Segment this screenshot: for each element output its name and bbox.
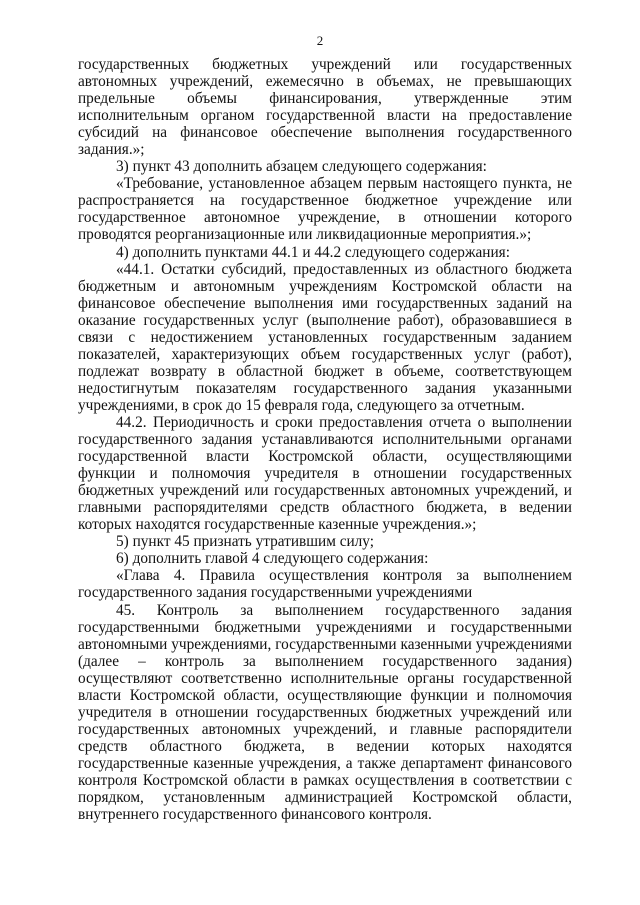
paragraph: «44.1. Остатки субсидий, предоставленных из областного бюджета бюджетным и автономным учреждениям Костромской области на финансовое обеспечение выполнения ими государственных заданий на оказание государственных услуг (выполнение работ), образовавшиеся в связи с недостижением установленных государственным заданием показателей, характеризующих объем государственных услуг (работ), подлежат возврату в областной бюджет в объеме, соответствующем недостигнутым показателям государственного задания указанными учреждениями, в срок до 15 февраля года, следующего за отчетным. <box>78 260 572 414</box>
paragraph: 3) пункт 43 дополнить абзацем следующего содержания: <box>116 158 487 176</box>
paragraph: государственных бюджетных учреждений или государственных автономных учреждений, ежемесячно в объемах, не превышающих предельные объемы финансирования, утвержденные этим исполнительным органом государственной власти на предоставление субсидий на финансовое обеспечение выполнения государственного задания.»; <box>78 56 572 159</box>
document-body <box>78 56 572 823</box>
paragraph: «Глава 4. Правила осуществления контроля за выполнением государственного задания государственными учреждениями <box>78 567 572 602</box>
paragraph: 44.2. Периодичность и сроки предоставления отчета о выполнении государственного задания устанавливаются исполнительными органами государственной власти Костромской области, осуществляющими функции и полномочия учредителя в отношении государственных бюджетных учреждений или государственных автономных учреждений, и главными распорядителями средств областного бюджета, в ведении которых находятся государственные казенные учреждения.»; <box>78 413 572 534</box>
paragraph: 5) пункт 45 признать утратившим силу; <box>116 533 375 551</box>
paragraph: «Требование, установленное абзацем первым настоящего пункта, не распространяется на государственное бюджетное учреждение или государственное автономное учреждение, в отношении которого проводятся реорганизационные или ликвидационные мероприятия.»; <box>78 175 572 244</box>
page-number: 2 <box>316 33 324 48</box>
paragraph: 6) дополнить главой 4 следующего содержания: <box>116 550 429 568</box>
paragraph: 45. Контроль за выполнением государственного задания государственными бюджетными учреждениями и государственными автономными учреждениями, государственными казенными учреждениями (далее – контроль за выполнением государственного задания) осуществляют соответственно исполнительные органы государственной власти Костромской области, осуществляющие функции и полномочия учредителя в отношении государственных бюджетных учреждений или государственных автономных учреждений, и главные распорядители средств областного бюджета, в ведении которых находятся государственные казенные учреждения, а также департамент финансового контроля Костромской области в рамках осуществления в соответствии с порядком, установленным администрацией Костромской области, внутреннего государственного финансового контроля. <box>78 601 572 824</box>
paragraph: 4) дополнить пунктами 44.1 и 44.2 следующего содержания: <box>116 243 510 261</box>
